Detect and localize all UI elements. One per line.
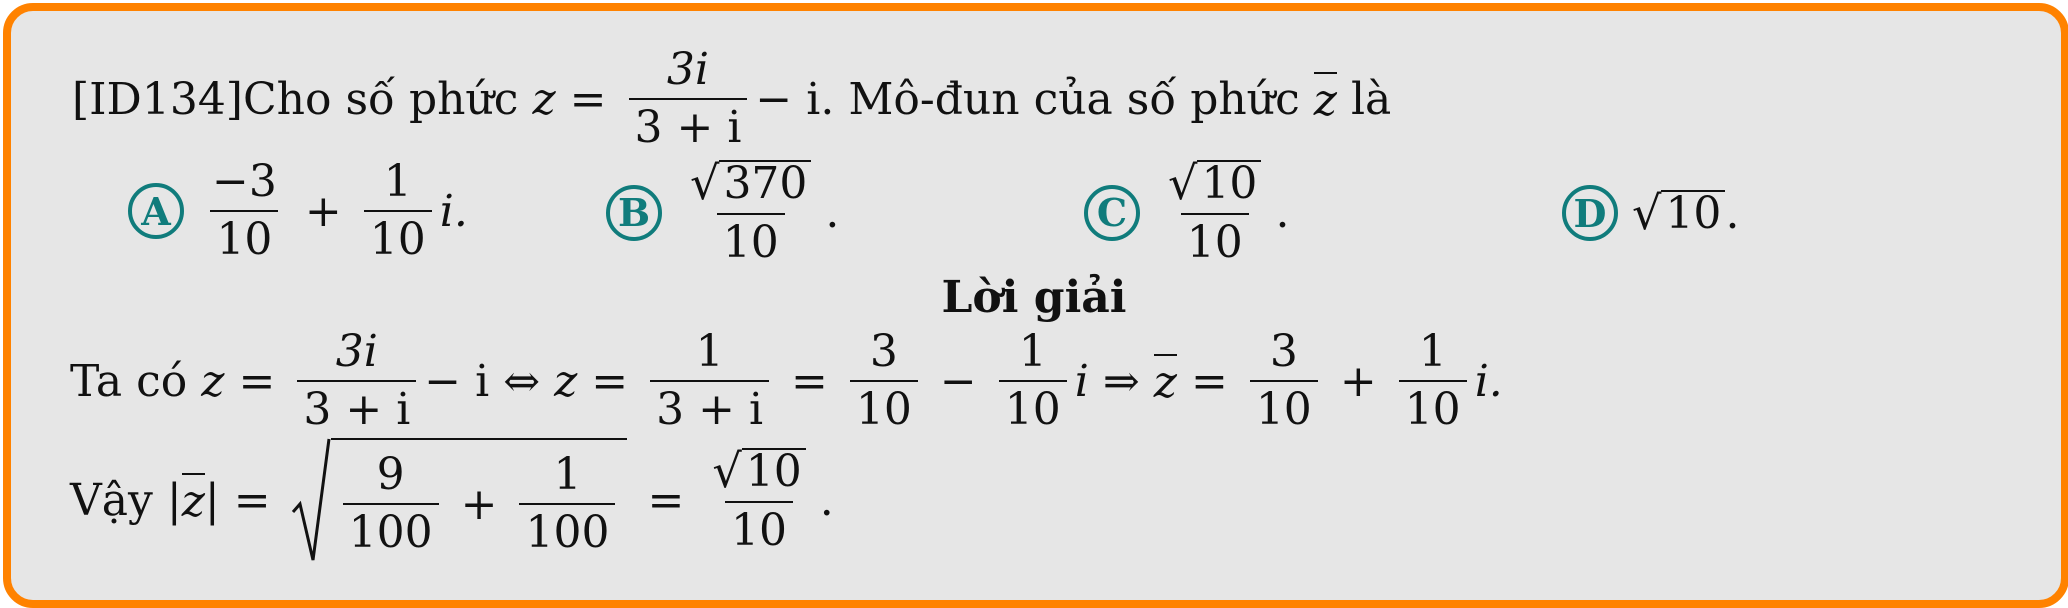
fraction [1399,326,1467,435]
denominator: 3 + i [650,380,769,432]
radicand [331,438,628,562]
radicand: 370 [719,160,811,206]
implies-arrow: ⇒ [1102,355,1140,407]
z-conjugate: z [182,473,205,527]
sqrt-symbol: √ 10 [712,448,805,494]
var-i: i [1074,355,1089,407]
minus-sign: − [939,355,977,407]
radicand: 10 [1661,190,1725,236]
denominator: 100 [343,503,439,555]
sqrt-radical-icon [291,438,331,562]
denominator: 10 [210,210,278,262]
abs-right: | [204,474,220,526]
fraction [519,449,615,558]
question-text-1: Cho số phức [242,73,519,125]
minus-i: − i. [755,73,835,125]
equals-sign: = [591,355,629,407]
numerator [706,443,811,501]
denominator: 10 [999,380,1067,432]
minus-i: − i [424,355,490,407]
numerator: 3 [869,326,898,377]
fraction [297,326,416,435]
sqrt-symbol: √ 370 [690,160,811,206]
choice-b[interactable] [606,156,840,268]
equals-sign: = [569,73,607,125]
choice-a[interactable] [128,156,468,265]
question-text-3: là [1350,73,1392,125]
tail-i: i. [1474,355,1503,407]
equals-sign: = [791,355,828,407]
tail-period: . [819,474,834,526]
choice-b-badge: B [606,185,662,241]
choice-c[interactable] [1084,156,1290,268]
question-text-2: Mô-đun của số phức [848,73,1300,125]
solution-prefix: Ta có [70,355,188,407]
denominator: 10 [1399,380,1467,432]
var-z: z [201,355,225,407]
numerator: 1 [1018,326,1047,377]
numerator: −3 [212,156,277,207]
numerator [1162,156,1267,213]
radicand: 10 [1197,160,1261,206]
solution-line-2 [70,438,834,562]
question-id: [ID134] [72,73,243,125]
choice-a-frac-2 [364,156,432,265]
equals-sign: = [233,474,271,526]
fraction [1250,326,1318,435]
choice-b-tail: . [825,187,840,238]
numerator: 9 [376,449,405,500]
choice-d[interactable] [1562,185,1739,241]
denominator: 10 [717,213,785,265]
big-sqrt [291,438,628,562]
numerator: 1 [383,156,412,207]
equals-sign: = [647,474,685,526]
fraction [650,326,769,435]
choice-a-frac-1 [206,156,283,265]
plus-sign: + [304,185,342,237]
fraction [343,449,439,558]
choice-a-tail: i. [439,185,468,237]
choice-c-badge: C [1084,185,1140,241]
z-conjugate: z [1154,354,1177,408]
choice-d-tail: . [1725,187,1740,239]
plus-sign: + [1339,355,1377,407]
equals-sign: = [238,355,276,407]
fraction [999,326,1067,435]
fraction [706,443,811,556]
numerator: 1 [553,449,582,500]
abs-left: | [166,474,182,526]
fraction-numerator: 3i [666,44,709,95]
solution-line-1 [70,326,1503,435]
fraction-denominator: 3 + i [629,98,748,150]
sqrt-symbol: √ 10 [1632,190,1725,236]
numerator: 1 [1418,326,1447,377]
numerator [684,156,817,213]
denominator: 100 [519,503,615,555]
solution-prefix: Vậy [70,474,153,526]
denominator: 10 [725,501,793,553]
numerator: 3 [1269,326,1298,377]
numerator: 3i [335,326,378,377]
choice-d-badge: D [1562,185,1618,241]
choice-c-frac [1162,156,1267,268]
radicand: 10 [742,448,806,494]
denominator: 10 [1250,380,1318,432]
var-z: z [554,355,578,407]
z-conjugate: z [1314,72,1337,126]
var-z: z [532,73,556,125]
denominator: 10 [364,210,432,262]
choice-c-tail: . [1275,187,1290,238]
numerator: 1 [695,326,724,377]
sqrt-symbol: √ 10 [1168,160,1261,206]
question-fraction [629,44,748,153]
fraction [850,326,918,435]
denominator: 10 [1181,213,1249,265]
denominator: 3 + i [297,380,416,432]
solution-title: Lời giải [941,272,1127,323]
plus-sign: + [460,478,498,530]
denominator: 10 [850,380,918,432]
question-line [72,44,1392,153]
choice-a-badge: A [128,183,184,239]
choice-b-frac [684,156,817,268]
iff-arrow: ⇔ [503,355,541,407]
equals-sign: = [1190,355,1228,407]
